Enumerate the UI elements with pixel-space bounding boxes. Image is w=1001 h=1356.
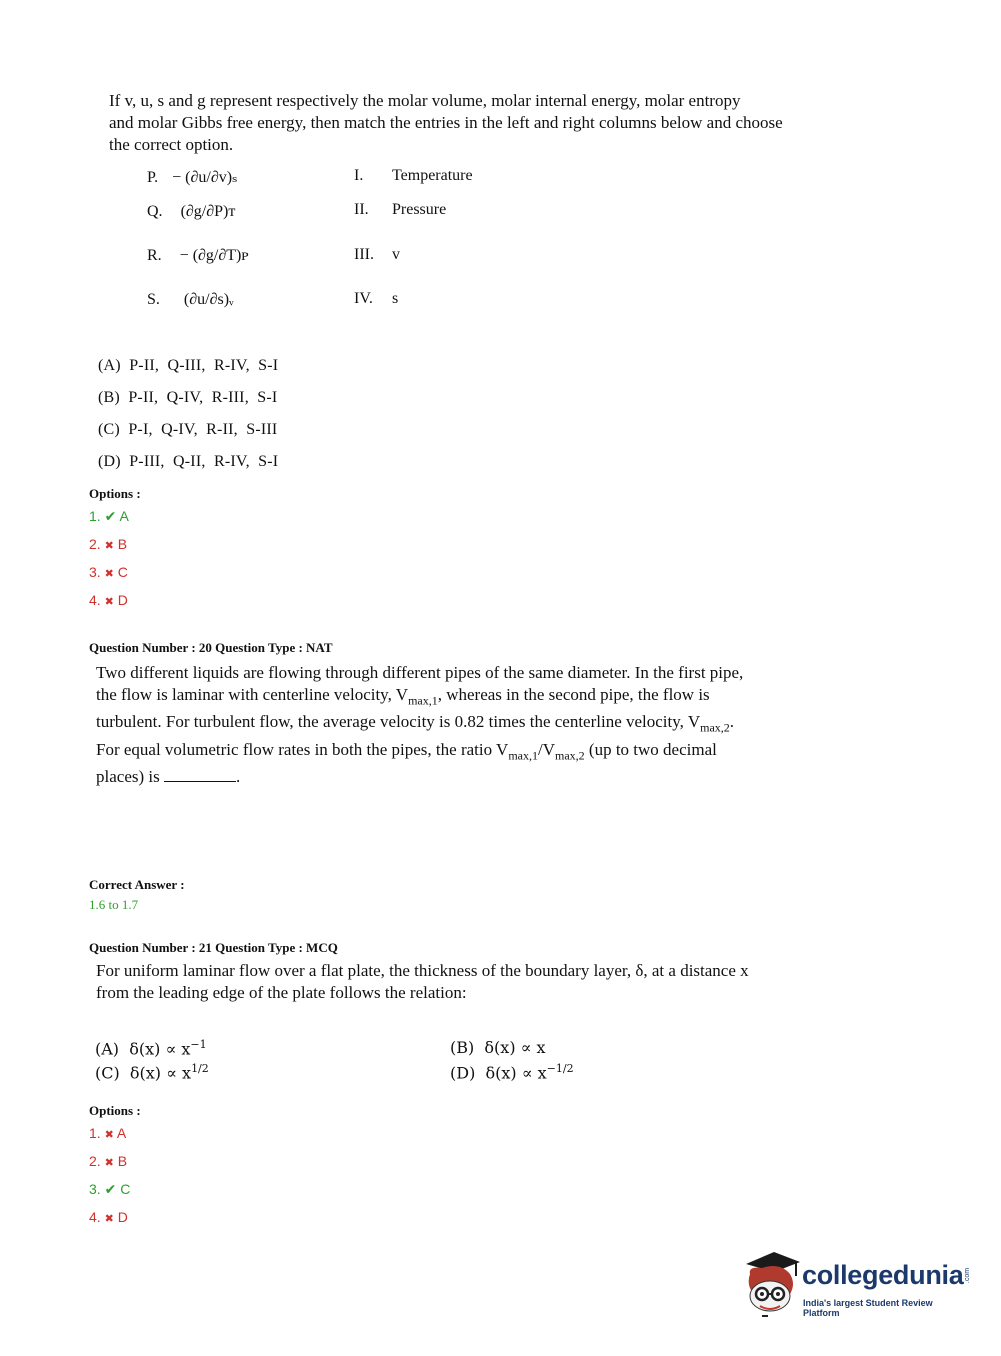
option-number: 2.: [89, 1153, 101, 1169]
option-number: 4.: [89, 1209, 101, 1225]
q21-options-label: Options :: [89, 1103, 141, 1118]
q21-choice-b: [450, 1038, 546, 1057]
option-letter: B: [117, 536, 128, 552]
option-number: 3.: [89, 1181, 101, 1197]
answer-blank: [164, 767, 236, 782]
right-key: I.: [354, 167, 364, 184]
q20-header: Question Number : 20 Question Type : NAT: [89, 640, 333, 655]
q19-choice-d: (D) P-III, Q-II, R-IV, S-I: [98, 453, 279, 470]
text: (up to two decimal: [584, 739, 717, 759]
option-row[interactable]: [89, 536, 127, 552]
q19-right-item: [354, 290, 398, 308]
option-letter: D: [117, 592, 128, 608]
left-key: S.: [147, 291, 160, 308]
option-number: 1.: [89, 1125, 101, 1141]
q19-choice-b: (B) P-II, Q-IV, R-III, S-I: [98, 389, 278, 406]
check-icon: ✔: [104, 508, 117, 524]
right-key: II.: [354, 201, 369, 218]
option-row[interactable]: [89, 1153, 127, 1169]
option-row[interactable]: [89, 1181, 130, 1198]
q19-choice-c: (C) P-I, Q-IV, R-II, S-III: [98, 421, 278, 438]
option-row[interactable]: [89, 592, 128, 608]
q20-line: [96, 739, 856, 766]
option-number: 1.: [89, 508, 101, 524]
cross-icon: ✖: [104, 1213, 114, 1225]
text: places) is: [96, 767, 160, 787]
q20-stem: [96, 662, 856, 788]
q20-line: [96, 684, 856, 711]
q19-choice-a: (A) P-II, Q-III, R-IV, S-I: [98, 357, 279, 374]
option-number: 3.: [89, 564, 101, 580]
option-row[interactable]: [89, 1125, 126, 1141]
q21-choice-c: [95, 1062, 209, 1082]
q19-right-item: [354, 246, 400, 264]
text: , whereas in the second pipe, the flow is: [437, 685, 710, 704]
q21-line: For uniform laminar flow over a flat plate, the thickness of the boundary layer, δ, at a distance x: [96, 961, 749, 980]
q19-right-item: [354, 201, 446, 219]
text: For equal volumetric flow rates in both the pipes, the ratio V: [96, 739, 509, 759]
option-number: 2.: [89, 536, 101, 552]
choice-text: (C) δ(x) ∝ x: [95, 1063, 192, 1083]
q19-stem-line: If v, u, s and g represent respectively the molar volume, molar internal energy, molar entropy: [109, 91, 741, 110]
q19-options-label: Options :: [89, 486, 141, 501]
q20-line: Two different liquids are flowing through different pipes of the same diameter. In the first pipe,: [96, 663, 744, 682]
right-val: v: [392, 246, 400, 263]
left-expr: (∂g/∂P)ᴛ: [180, 203, 236, 220]
option-letter: A: [116, 1125, 127, 1141]
q21-stem: [96, 960, 856, 1004]
option-row[interactable]: [89, 508, 129, 525]
q21-choice-a: [95, 1038, 207, 1058]
right-val: s: [392, 290, 399, 307]
q19-right-item: [354, 167, 473, 185]
text: .: [235, 767, 241, 787]
option-row[interactable]: [89, 1209, 128, 1225]
q20-line: [96, 711, 856, 738]
q19-stem-line: and molar Gibbs free energy, then match the entries in the left and right columns below and choose: [109, 113, 783, 132]
q21-header: Question Number : 21 Question Type : MCQ: [89, 940, 338, 955]
logo-suffix: .com: [964, 1267, 972, 1284]
q20-answer-label: Correct Answer :: [89, 877, 185, 892]
q20-answer-value: 1.6 to 1.7: [89, 897, 139, 912]
q19-stem-line: the correct option.: [109, 135, 234, 154]
right-val: Pressure: [392, 201, 447, 218]
left-expr: − (∂g/∂T)ᴘ: [179, 247, 249, 264]
text: turbulent. For turbulent flow, the average velocity is 0.82 times the centerline velocity, V: [96, 712, 701, 732]
cross-icon: ✖: [104, 568, 114, 580]
choice-text: (B) δ(x) ∝ x: [450, 1038, 546, 1057]
cross-icon: ✖: [104, 1129, 114, 1141]
q19-left-item: [147, 203, 235, 221]
logo-name: collegedunia: [802, 1260, 964, 1290]
q19-options-list: [89, 508, 209, 618]
text: the flow is laminar with centerline velocity, V: [96, 685, 409, 704]
q19-left-item: [147, 247, 249, 265]
q19-left-item: [147, 291, 234, 309]
option-letter: A: [119, 508, 129, 524]
left-key: Q.: [147, 203, 163, 220]
superscript: 1/2: [191, 1062, 209, 1075]
left-expr: (∂u/∂s)ᵥ: [183, 291, 234, 308]
collegedunia-logo[interactable]: [740, 1250, 970, 1322]
choice-text: (A) δ(x) ∝ x: [95, 1039, 191, 1059]
right-key: III.: [354, 246, 374, 263]
subscript: max,1: [508, 748, 538, 763]
q19-left-item: [147, 167, 237, 187]
mascot-icon: [740, 1250, 804, 1318]
left-key: P.: [147, 169, 159, 186]
left-key: R.: [147, 247, 162, 264]
q21-options-list: [89, 1125, 209, 1235]
text: /V: [538, 739, 555, 759]
option-letter: C: [117, 564, 128, 580]
superscript: −1: [190, 1038, 207, 1051]
q21-choice-d: [450, 1062, 574, 1082]
superscript: −1/2: [546, 1062, 574, 1075]
option-letter: B: [117, 1153, 128, 1169]
cross-icon: ✖: [104, 1157, 114, 1169]
q19-stem: [109, 90, 869, 156]
choice-text: (D) δ(x) ∝ x: [450, 1063, 547, 1083]
logo-tagline: India's largest Student Review Platform: [803, 1298, 933, 1318]
option-letter: D: [117, 1209, 128, 1225]
cross-icon: ✖: [104, 540, 114, 552]
right-val: Temperature: [392, 167, 473, 184]
text: .: [729, 712, 735, 732]
right-key: IV.: [354, 290, 373, 307]
left-expr: − (∂u/∂v)ₛ: [172, 169, 238, 186]
option-number: 4.: [89, 592, 101, 608]
subscript: max,2: [700, 720, 730, 735]
q20-line: [96, 766, 856, 788]
cross-icon: ✖: [104, 596, 114, 608]
subscript: max,2: [555, 748, 585, 763]
subscript: max,1: [408, 693, 438, 708]
check-icon: ✔: [104, 1181, 117, 1197]
q21-line: from the leading edge of the plate follows the relation:: [96, 983, 467, 1002]
option-letter: C: [120, 1181, 131, 1197]
option-row[interactable]: [89, 564, 128, 580]
